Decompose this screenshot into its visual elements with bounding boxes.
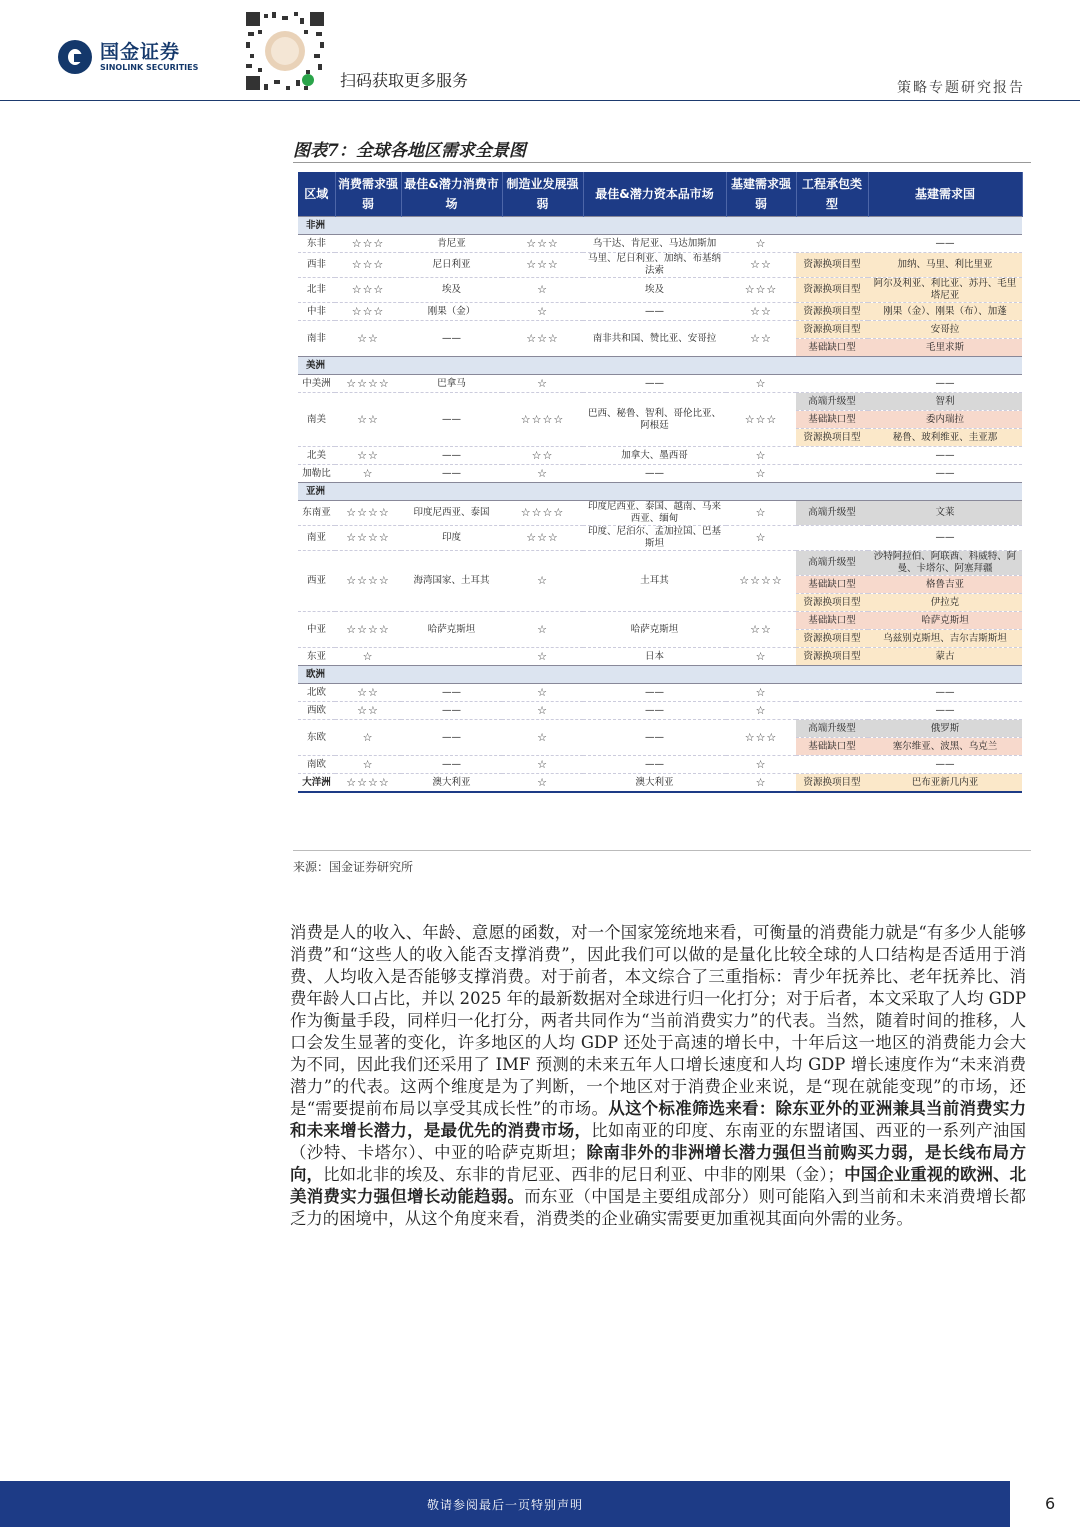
manufacturing-rating: ☆	[502, 278, 583, 303]
infra-countries: 毛里求斯	[868, 339, 1022, 357]
table-row	[298, 278, 1022, 303]
infra-countries: 秘鲁、玻利维亚、圭亚那	[868, 429, 1022, 447]
logo-name-cn: 国金证券	[100, 41, 181, 63]
consume-market: ——	[401, 321, 502, 357]
contract-type: 资源换项目型	[796, 774, 868, 793]
capital-market: ——	[583, 720, 726, 756]
infra-countries: ——	[868, 235, 1022, 253]
figure-title: 图表7：全球各地区需求全景图	[293, 141, 526, 161]
infra-countries: 乌兹别克斯坦、吉尔吉斯斯坦	[868, 630, 1022, 648]
region-cell: 北美	[298, 447, 335, 465]
table-row	[298, 648, 1022, 666]
infra-rating: ☆☆	[726, 253, 796, 278]
contract-type: 高端升级型	[796, 551, 868, 576]
para-bold-3: 中国企业重视的欧洲、北美消费实力强但增长动能趋弱。	[290, 1165, 1027, 1206]
region-cell: 中美洲	[298, 375, 335, 393]
contract-type: 资源换项目型	[796, 630, 868, 648]
infra-countries: ——	[868, 702, 1022, 720]
infra-rating: ☆☆	[726, 321, 796, 357]
figure-title-divider	[293, 162, 1031, 163]
consume-market: 埃及	[401, 278, 502, 303]
region-cell: 南美	[298, 393, 335, 447]
table-row	[298, 235, 1022, 253]
consume-market: ——	[401, 393, 502, 447]
capital-market: 巴西、秘鲁、智利、哥伦比亚、阿根廷	[583, 393, 726, 447]
manufacturing-rating: ☆	[502, 303, 583, 321]
logo-icon	[58, 40, 92, 74]
manufacturing-rating: ☆	[502, 612, 583, 648]
para-text-3: 比如北非的埃及、东非的肯尼亚、西非的尼日利亚、中非的刚果（金）；	[323, 1165, 845, 1184]
capital-market: ——	[583, 756, 726, 774]
infra-countries: ——	[868, 526, 1022, 551]
consume-rating: ☆☆☆☆	[335, 501, 401, 526]
contract-type: 高端升级型	[796, 393, 868, 411]
infra-countries: ——	[868, 684, 1022, 702]
consume-market: 印度	[401, 526, 502, 551]
manufacturing-rating: ☆	[502, 756, 583, 774]
consume-market: 哈萨克斯坦	[401, 612, 502, 648]
para-text-1: 消费是人的收入、年龄、意愿的函数，对一个国家笼统地来看，可衡量的消费能力就是“有多少人能够消费”和“这些人的收入能否支撑消费”，因此我们可以做的是量化比较全球的人口结构是否适用于消费、人均收入是否能够支撑消费。对于前者，本文综合了三重指标：青少年抚养比、老年抚养比、消费年龄人口占比，并以 2025 年的最新数据对全球进行归一化打分；对于后者，本文采取了人均 GDP 作为衡量手段，同样归一化打分，两者共同作为“当前消费实力”的代表。当然，随着时间的推移，人口会发生显著的变化，许多地区的人均 GDP 还处于高速的增长中，十年后这一地区的消费能力会大为不同，因此我们还采用了 IMF 预测的未来五年人口增长速度和人均 GDP 增长速度作为“未来消费潜力”的代表。这两个维度是为了判断，一个地区对于消费企业来说，是“现在就能变现”的市场，还是“需要提前布局以享受其成长性”的市场。	[290, 923, 1026, 1118]
infra-countries: 哈萨克斯坦	[868, 612, 1022, 630]
report-type: 策略专题研究报告	[897, 80, 1025, 96]
manufacturing-rating: ☆☆☆	[502, 235, 583, 253]
manufacturing-rating: ☆	[502, 774, 583, 793]
table-row	[298, 756, 1022, 774]
para-bold-2: 除南非外的非洲增长潜力强但当前购买力弱，是长线布局方向，	[290, 1143, 1026, 1184]
manufacturing-rating: ☆	[502, 465, 583, 483]
capital-market: 南非共和国、赞比亚、安哥拉	[583, 321, 726, 357]
consume-market: 印度尼西亚、泰国	[401, 501, 502, 526]
table-row	[298, 465, 1022, 483]
footer-notice: 敬请参阅最后一页特别声明	[426, 1498, 583, 1512]
infra-countries: 俄罗斯	[868, 720, 1022, 738]
consume-market: 肯尼亚	[401, 235, 502, 253]
infra-countries: 沙特阿拉伯、阿联酋、科威特、阿曼、卡塔尔、阿塞拜疆	[868, 551, 1022, 576]
section-label: 欧洲	[298, 666, 1022, 684]
consume-rating: ☆☆☆☆	[335, 375, 401, 393]
contract-type	[796, 447, 868, 465]
infra-countries: 委内瑞拉	[868, 411, 1022, 429]
para-bold-1: 从这个标准筛选来看：除东亚外的亚洲兼具当前消费实力和未来增长潜力，是最优先的消费市场，	[290, 1099, 1026, 1140]
infra-countries: 文莱	[868, 501, 1022, 526]
table-row	[298, 551, 1022, 576]
consume-market: ——	[401, 465, 502, 483]
column-header: 最佳&潜力资本品市场	[583, 172, 726, 217]
infra-countries: 巴布亚新几内亚	[868, 774, 1022, 793]
consume-rating: ☆☆	[335, 393, 401, 447]
consume-rating: ☆	[335, 465, 401, 483]
contract-type	[796, 702, 868, 720]
region-cell: 中亚	[298, 612, 335, 648]
infra-rating: ☆	[726, 774, 796, 793]
page-header	[0, 0, 1080, 102]
capital-market: 土耳其	[583, 551, 726, 612]
table-row	[298, 447, 1022, 465]
consume-rating: ☆☆	[335, 447, 401, 465]
contract-type: 基础缺口型	[796, 339, 868, 357]
infra-countries: ——	[868, 756, 1022, 774]
manufacturing-rating: ☆☆☆☆	[502, 393, 583, 447]
manufacturing-rating: ☆☆☆	[502, 321, 583, 357]
section-row	[298, 217, 1022, 235]
section-row	[298, 357, 1022, 375]
contract-type: 资源换项目型	[796, 321, 868, 339]
consume-rating: ☆☆	[335, 321, 401, 357]
table-row	[298, 526, 1022, 551]
page-number: 6	[1045, 1494, 1056, 1513]
scan-hint: 扫码获取更多服务	[340, 71, 469, 90]
infra-rating: ☆	[726, 684, 796, 702]
consume-rating: ☆☆☆	[335, 278, 401, 303]
consume-market: 海湾国家、土耳其	[401, 551, 502, 612]
capital-market: 印度尼西亚、泰国、越南、马来西亚、缅甸	[583, 501, 726, 526]
consume-rating: ☆	[335, 648, 401, 666]
table-row	[298, 375, 1022, 393]
contract-type	[796, 756, 868, 774]
region-cell: 南亚	[298, 526, 335, 551]
consume-rating: ☆☆☆	[335, 253, 401, 278]
table-row	[298, 253, 1022, 278]
infra-rating: ☆☆	[726, 303, 796, 321]
infra-rating: ☆	[726, 702, 796, 720]
manufacturing-rating: ☆	[502, 720, 583, 756]
region-cell: 西欧	[298, 702, 335, 720]
capital-market: 埃及	[583, 278, 726, 303]
company-logo	[58, 40, 198, 74]
table-row	[298, 684, 1022, 702]
manufacturing-rating: ☆	[502, 551, 583, 612]
qr-code-icon[interactable]	[242, 8, 328, 94]
manufacturing-rating: ☆☆	[502, 447, 583, 465]
consume-rating: ☆☆☆☆	[335, 774, 401, 793]
column-header: 制造业发展强弱	[502, 172, 583, 217]
infra-rating: ☆	[726, 648, 796, 666]
consume-rating: ☆	[335, 756, 401, 774]
infra-rating: ☆☆	[726, 612, 796, 648]
section-label: 亚洲	[298, 483, 1022, 501]
capital-market: 马里、尼日利亚、加纳、布基纳法索	[583, 253, 726, 278]
contract-type: 基础缺口型	[796, 576, 868, 594]
consume-market: ——	[401, 720, 502, 756]
infra-countries: 格鲁吉亚	[868, 576, 1022, 594]
capital-market: ——	[583, 375, 726, 393]
infra-countries: 刚果（金）、刚果（布）、加蓬	[868, 303, 1022, 321]
consume-market: ——	[401, 447, 502, 465]
region-cell: 南欧	[298, 756, 335, 774]
region-cell: 大洋洲	[298, 774, 335, 793]
infra-rating: ☆☆☆	[726, 278, 796, 303]
contract-type: 资源换项目型	[796, 429, 868, 447]
consume-market	[401, 648, 502, 666]
manufacturing-rating: ☆	[502, 702, 583, 720]
consume-market: ——	[401, 702, 502, 720]
contract-type: 基础缺口型	[796, 411, 868, 429]
manufacturing-rating: ☆☆☆☆	[502, 501, 583, 526]
consume-market: ——	[401, 684, 502, 702]
infra-countries: 蒙古	[868, 648, 1022, 666]
infra-rating: ☆☆☆	[726, 393, 796, 447]
capital-market: 加拿大、墨西哥	[583, 447, 726, 465]
infra-rating: ☆	[726, 235, 796, 253]
contract-type: 高端升级型	[796, 720, 868, 738]
table-row	[298, 303, 1022, 321]
section-label: 非洲	[298, 217, 1022, 235]
capital-market: 澳大利亚	[583, 774, 726, 793]
capital-market: ——	[583, 303, 726, 321]
column-header: 区域	[298, 172, 335, 217]
region-cell: 北非	[298, 278, 335, 303]
infra-rating: ☆	[726, 526, 796, 551]
consume-rating: ☆☆☆☆	[335, 612, 401, 648]
table-row	[298, 612, 1022, 630]
consume-market: 尼日利亚	[401, 253, 502, 278]
infra-countries: 加纳、马里、利比里亚	[868, 253, 1022, 278]
consume-market: ——	[401, 756, 502, 774]
region-cell: 北欧	[298, 684, 335, 702]
infra-rating: ☆	[726, 447, 796, 465]
para-text-2: 比如南亚的印度、东南亚的东盟诸国、西亚的一系列产油国（沙特、卡塔尔）、中亚的哈萨克斯坦；	[290, 1121, 1027, 1162]
capital-market: 日本	[583, 648, 726, 666]
infra-countries: 伊拉克	[868, 594, 1022, 612]
table-row	[298, 501, 1022, 526]
section-row	[298, 666, 1022, 684]
contract-type: 基础缺口型	[796, 738, 868, 756]
contract-type	[796, 684, 868, 702]
table-row	[298, 720, 1022, 738]
consume-market: 巴拿马	[401, 375, 502, 393]
capital-market: ——	[583, 702, 726, 720]
consume-rating: ☆☆	[335, 684, 401, 702]
contract-type: 资源换项目型	[796, 303, 868, 321]
contract-type: 资源换项目型	[796, 594, 868, 612]
capital-market: ——	[583, 684, 726, 702]
body-paragraph	[290, 922, 1026, 1230]
contract-type	[796, 235, 868, 253]
column-header: 基建需求强弱	[726, 172, 796, 217]
consume-rating: ☆☆☆☆	[335, 526, 401, 551]
demand-table	[298, 172, 1023, 793]
region-cell: 西亚	[298, 551, 335, 612]
consume-market: 刚果（金）	[401, 303, 502, 321]
infra-rating: ☆	[726, 756, 796, 774]
table-row	[298, 321, 1022, 339]
table-row	[298, 702, 1022, 720]
infra-countries: 塞尔维亚、波黑、乌克兰	[868, 738, 1022, 756]
logo-name-en: SINOLINK SECURITIES	[100, 63, 199, 72]
contract-type: 资源换项目型	[796, 253, 868, 278]
infra-rating: ☆	[726, 375, 796, 393]
section-row	[298, 483, 1022, 501]
consume-rating: ☆☆	[335, 702, 401, 720]
table-row	[298, 393, 1022, 411]
infra-countries: 安哥拉	[868, 321, 1022, 339]
consume-rating: ☆☆☆☆	[335, 551, 401, 612]
capital-market: 哈萨克斯坦	[583, 612, 726, 648]
contract-type: 资源换项目型	[796, 648, 868, 666]
consume-rating: ☆☆☆	[335, 303, 401, 321]
manufacturing-rating: ☆	[502, 375, 583, 393]
column-header: 最佳&潜力消费市场	[401, 172, 502, 217]
consume-rating: ☆	[335, 720, 401, 756]
region-cell: 加勒比	[298, 465, 335, 483]
region-cell: 中非	[298, 303, 335, 321]
para-text-4: 而东亚（中国是主要组成部分）则可能陷入到当前和未来消费增长都乏力的困境中，从这个角度来看，消费类的企业确实需要更加重视其面向外需的业务。	[290, 1187, 1027, 1228]
column-header: 消费需求强弱	[335, 172, 401, 217]
table-row	[298, 774, 1022, 793]
region-cell: 东非	[298, 235, 335, 253]
infra-rating: ☆☆☆☆	[726, 551, 796, 612]
infra-rating: ☆	[726, 465, 796, 483]
manufacturing-rating: ☆☆☆	[502, 526, 583, 551]
column-header: 工程承包类型	[796, 172, 868, 217]
contract-type	[796, 526, 868, 551]
infra-countries: ——	[868, 447, 1022, 465]
manufacturing-rating: ☆	[502, 648, 583, 666]
column-header: 基建需求国	[868, 172, 1022, 217]
infra-rating: ☆☆☆	[726, 720, 796, 756]
region-cell: 南非	[298, 321, 335, 357]
table-body	[298, 217, 1022, 793]
manufacturing-rating: ☆	[502, 684, 583, 702]
source-divider	[293, 850, 1031, 851]
region-cell: 东南亚	[298, 501, 335, 526]
consume-rating: ☆☆☆	[335, 235, 401, 253]
capital-market: 乌干达、肯尼亚、马达加斯加	[583, 235, 726, 253]
header-divider	[0, 100, 1080, 101]
region-cell: 东欧	[298, 720, 335, 756]
contract-type	[796, 465, 868, 483]
infra-countries: 智利	[868, 393, 1022, 411]
infra-rating: ☆	[726, 501, 796, 526]
contract-type: 高端升级型	[796, 501, 868, 526]
contract-type: 基础缺口型	[796, 612, 868, 630]
section-label: 美洲	[298, 357, 1022, 375]
figure-source: 来源：国金证券研究所	[293, 860, 414, 874]
infra-countries: ——	[868, 375, 1022, 393]
table-header-row	[298, 172, 1022, 217]
consume-market: 澳大利亚	[401, 774, 502, 793]
capital-market: ——	[583, 465, 726, 483]
infra-countries: 阿尔及利亚、利比亚、苏丹、毛里塔尼亚	[868, 278, 1022, 303]
region-cell: 东亚	[298, 648, 335, 666]
region-cell: 西非	[298, 253, 335, 278]
manufacturing-rating: ☆☆☆	[502, 253, 583, 278]
contract-type: 资源换项目型	[796, 278, 868, 303]
capital-market: 印度、尼泊尔、孟加拉国、巴基斯坦	[583, 526, 726, 551]
contract-type	[796, 375, 868, 393]
infra-countries: ——	[868, 465, 1022, 483]
